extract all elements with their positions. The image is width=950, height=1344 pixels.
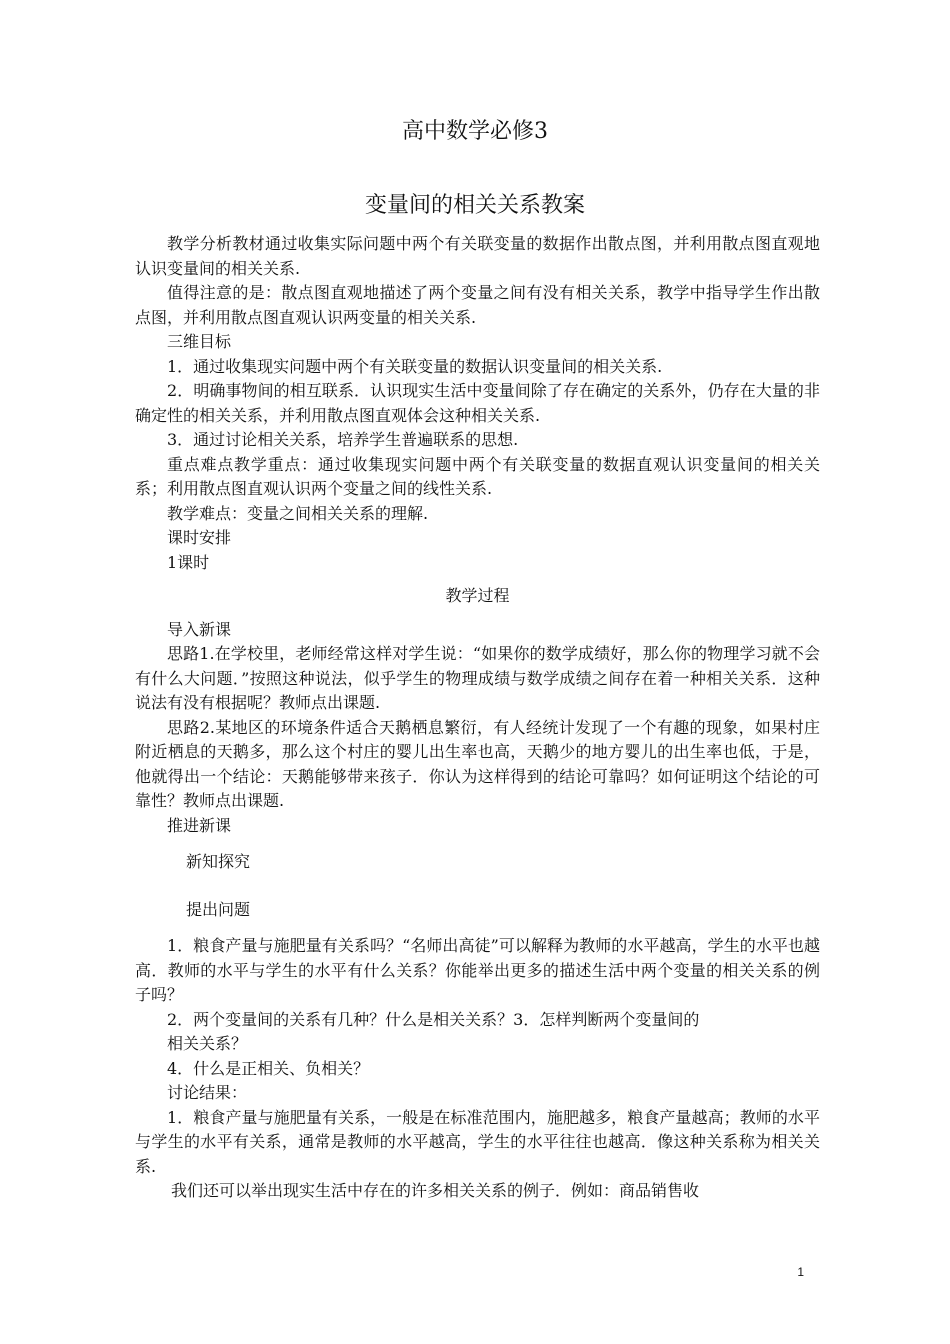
paragraph: 值得注意的是：散点图直观地描述了两个变量之间有没有相关关系，教学中指导学生作出散点图，并利用散点图直观认识两变量的相关关系. [135,283,820,327]
doc-title: 高中数学必修3 [402,119,548,144]
doc-body [135,232,820,1204]
paragraph: 相关关系？ [167,1034,248,1053]
paragraph: 讨论结果： [167,1083,248,1102]
paragraph: 1．粮食产量与施肥量有关系吗？“名师出高徒”可以解释为教师的水平越高，学生的水平也越高．教师的水平与学生的水平有什么关系？你能举出更多的描述生活中两个变量的相关关系的例子吗？ [135,936,820,1004]
paragraph: 1．通过收集现实问题中两个有关联变量的数据认识变量间的相关关系. [167,356,663,376]
paragraph: 2．明确事物间的相互联系．认识现实生活中变量间除了存在确定的关系外，仍存在大量的非确定性的相关关系，并利用散点图直观体会这种相关关系. [135,381,820,425]
subsection-heading: 提出问题 [186,899,251,919]
paragraph: 思路2.某地区的环境条件适合天鹅栖息繁衍，有人经统计发现了一个有趣的现象，如果村庄附近栖息的天鹅多，那么这个村庄的婴儿出生率也高，天鹅少的地方婴儿的出生率也低，于是，他就得出一个结论：天鹅能够带来孩子．你认为这样得到的结论可靠吗？如何证明这个结论的可靠性？教师点出课题. [135,717,820,810]
subsection-heading: 新知探究 [186,852,251,871]
paragraph: 导入新课 [167,619,232,639]
paragraph: 教学分析教材通过收集实际问题中两个有关联变量的数据作出散点图，并利用散点图直观地认识变量间的相关关系. [135,234,820,278]
paragraph: 3．通过讨论相关关系，培养学生普遍联系的思想. [167,430,519,449]
page-number: 1 [797,1265,804,1279]
paragraph: 1课时 [167,552,210,572]
paragraph: 我们还可以举出现实生活中存在的许多相关关系的例子．例如：商品销售收 [171,1181,700,1200]
paragraph: 2．两个变量间的关系有几种？什么是相关关系？3．怎样判断两个变量间的 [167,1009,700,1029]
paragraph: 推进新课 [167,815,232,835]
paragraph: 教学难点：变量之间相关关系的理解. [167,503,429,523]
paragraph: 重点难点教学重点：通过收集现实问题中两个有关联变量的数据直观认识变量间的相关关系；利用散点图直观认识两个变量之间的线性关系. [135,454,820,498]
paragraph: 思路1.在学校里，老师经常这样对学生说：“如果你的数学成绩好，那么你的物理学习就不会有什么大问题．”按照这种说法，似乎学生的物理成绩与数学成绩之间存在着一种相关关系．这种说法有没有根据呢？教师点出课题. [135,644,820,712]
section-heading: 教学过程 [445,586,510,605]
doc-subtitle: 变量间的相关关系教案 [364,193,585,218]
paragraph: 4．什么是正相关、负相关？ [167,1058,370,1078]
paragraph: 1．粮食产量与施肥量有关系，一般是在标准范围内，施肥越多，粮食产量越高；教师的水平与学生的水平有关系，通常是教师的水平越高，学生的水平往往也越高．像这种关系称为相关关系. [135,1107,820,1176]
paragraph: 课时安排 [167,528,232,547]
paragraph: 三维目标 [167,332,232,351]
